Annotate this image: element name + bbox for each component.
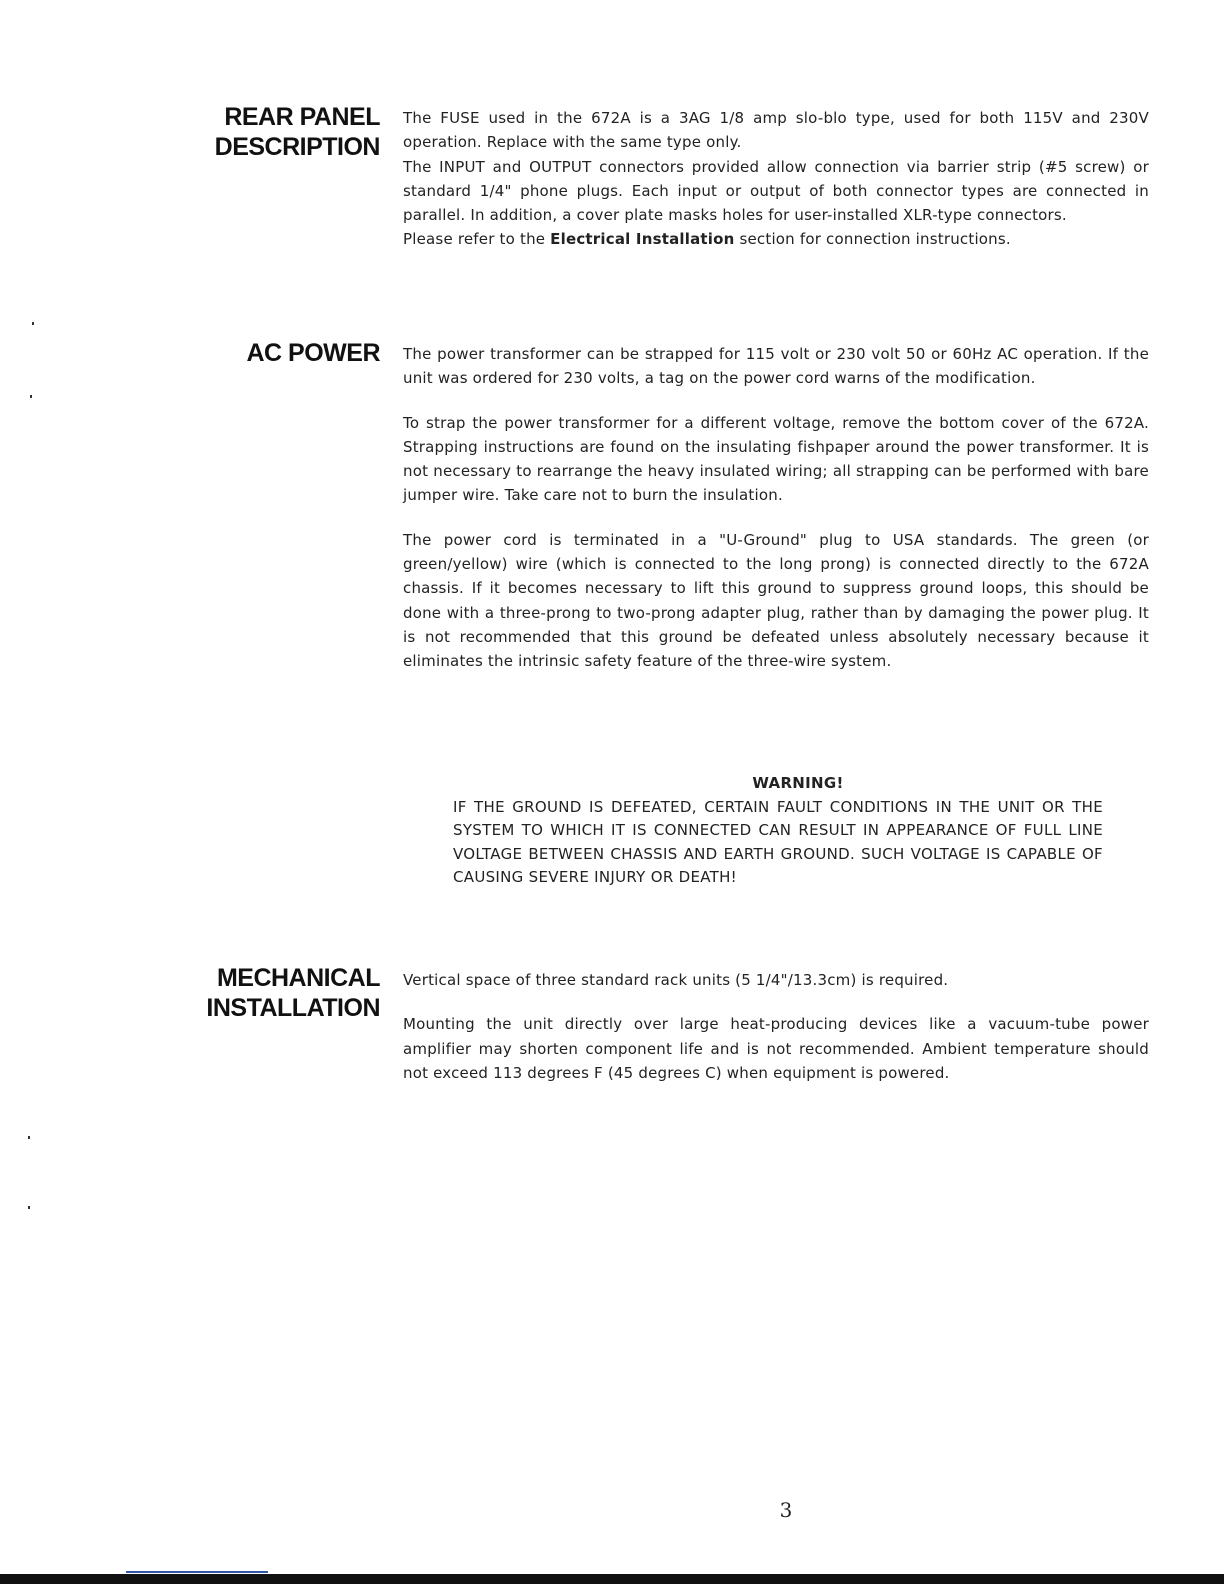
ac-power-cord-paragraph: The power cord is terminated in a "U-Ground" plug to USA standards. The green (or green/yellow) wire (which is connected to the long prong) is connected directly to the 672A chassis. If it becomes necessary to lift this ground to suppress ground loops, this should be done with a three-prong to two-prong adapter plug, rather than by damaging the power plug. It is not recommended that this ground be defeated unless absolutely necessary because it eliminates the intrinsic safety feature of the three-wire system. — [403, 530, 1149, 671]
rear-panel-heading-line2: DESCRIPTION — [214, 133, 380, 161]
mechanical-heading-line1: MECHANICAL — [216, 964, 380, 992]
ac-power-body — [403, 342, 1149, 674]
ac-power-strapping-paragraph: The power transformer can be strapped for 115 volt or 230 volt 50 or 60Hz AC operation. If the unit was ordered for 230 volts, a tag on the power cord warns of the modification. — [403, 345, 1149, 388]
rear-panel-refer-paragraph — [403, 227, 1149, 251]
page-number: 3 — [779, 1498, 793, 1522]
ac-power-transformer-paragraph: To strap the power transformer for a different voltage, remove the bottom cover of the 672A. Strapping instructions are found on the insulating fishpaper around the power transformer. It is not necessary to rearrange the heavy insulated wiring; all strapping can be performed with bare jumper wire. Take care not to burn the insulation. — [403, 413, 1149, 505]
scan-mark — [28, 1206, 30, 1209]
mechanical-body — [403, 968, 1149, 1085]
warning-box — [453, 772, 1103, 890]
mechanical-rack-space-paragraph: Vertical space of three standard rack units (5 1/4"/13.3cm) is required. — [403, 971, 949, 989]
refer-text-before: Please refer to the — [403, 230, 551, 249]
rear-panel-body — [403, 106, 1149, 252]
scan-mark — [32, 322, 34, 325]
ac-power-heading-line1: AC POWER — [246, 339, 380, 367]
mechanical-heading-line2: INSTALLATION — [206, 994, 380, 1022]
rear-panel-heading-line1: REAR PANEL — [224, 103, 380, 131]
ac-power-heading — [140, 338, 380, 368]
rear-panel-heading — [140, 102, 380, 162]
mechanical-heading — [140, 963, 380, 1023]
scan-edge-tab — [126, 1571, 268, 1573]
warning-title: WARNING! — [752, 774, 844, 792]
refer-text-after: section for connection instructions. — [734, 230, 1011, 249]
rear-panel-fuse-paragraph: The FUSE used in the 672A is a 3AG 1/8 amp slo-blo type, used for both 115V and 230V operation. Replace with the same type only. — [403, 109, 1149, 152]
warning-text: IF THE GROUND IS DEFEATED, CERTAIN FAULT CONDITIONS IN THE UNIT OR THE SYSTEM TO WHICH IT IS CONNECTED CAN RESULT IN APPEARANCE OF FULL LINE VOLTAGE BETWEEN CHASSIS AND EARTH GROUND. SUCH VOLTAGE IS CAPABLE OF CAUSING SEVERE INJURY OR DEATH! — [453, 797, 1103, 886]
scan-bottom-border — [0, 1574, 1224, 1584]
scan-mark — [30, 395, 32, 398]
mechanical-mounting-paragraph: Mounting the unit directly over large heat-producing devices like a vacuum-tube power amplifier may shorten component life and is not recommended. Ambient temperature should not exceed 113 degrees F (45 degrees C) when equipment is powered. — [403, 1015, 1149, 1082]
scan-mark — [28, 1136, 30, 1139]
rear-panel-connectors-paragraph: The INPUT and OUTPUT connectors provided allow connection via barrier strip (#5 screw) or standard 1/4" phone plugs. Each input or output of both connector types are connected in parallel. In addition, a cover plate masks holes for user-installed XLR-type connectors. — [403, 157, 1149, 225]
electrical-installation-reference: Electrical Installation — [550, 230, 735, 249]
